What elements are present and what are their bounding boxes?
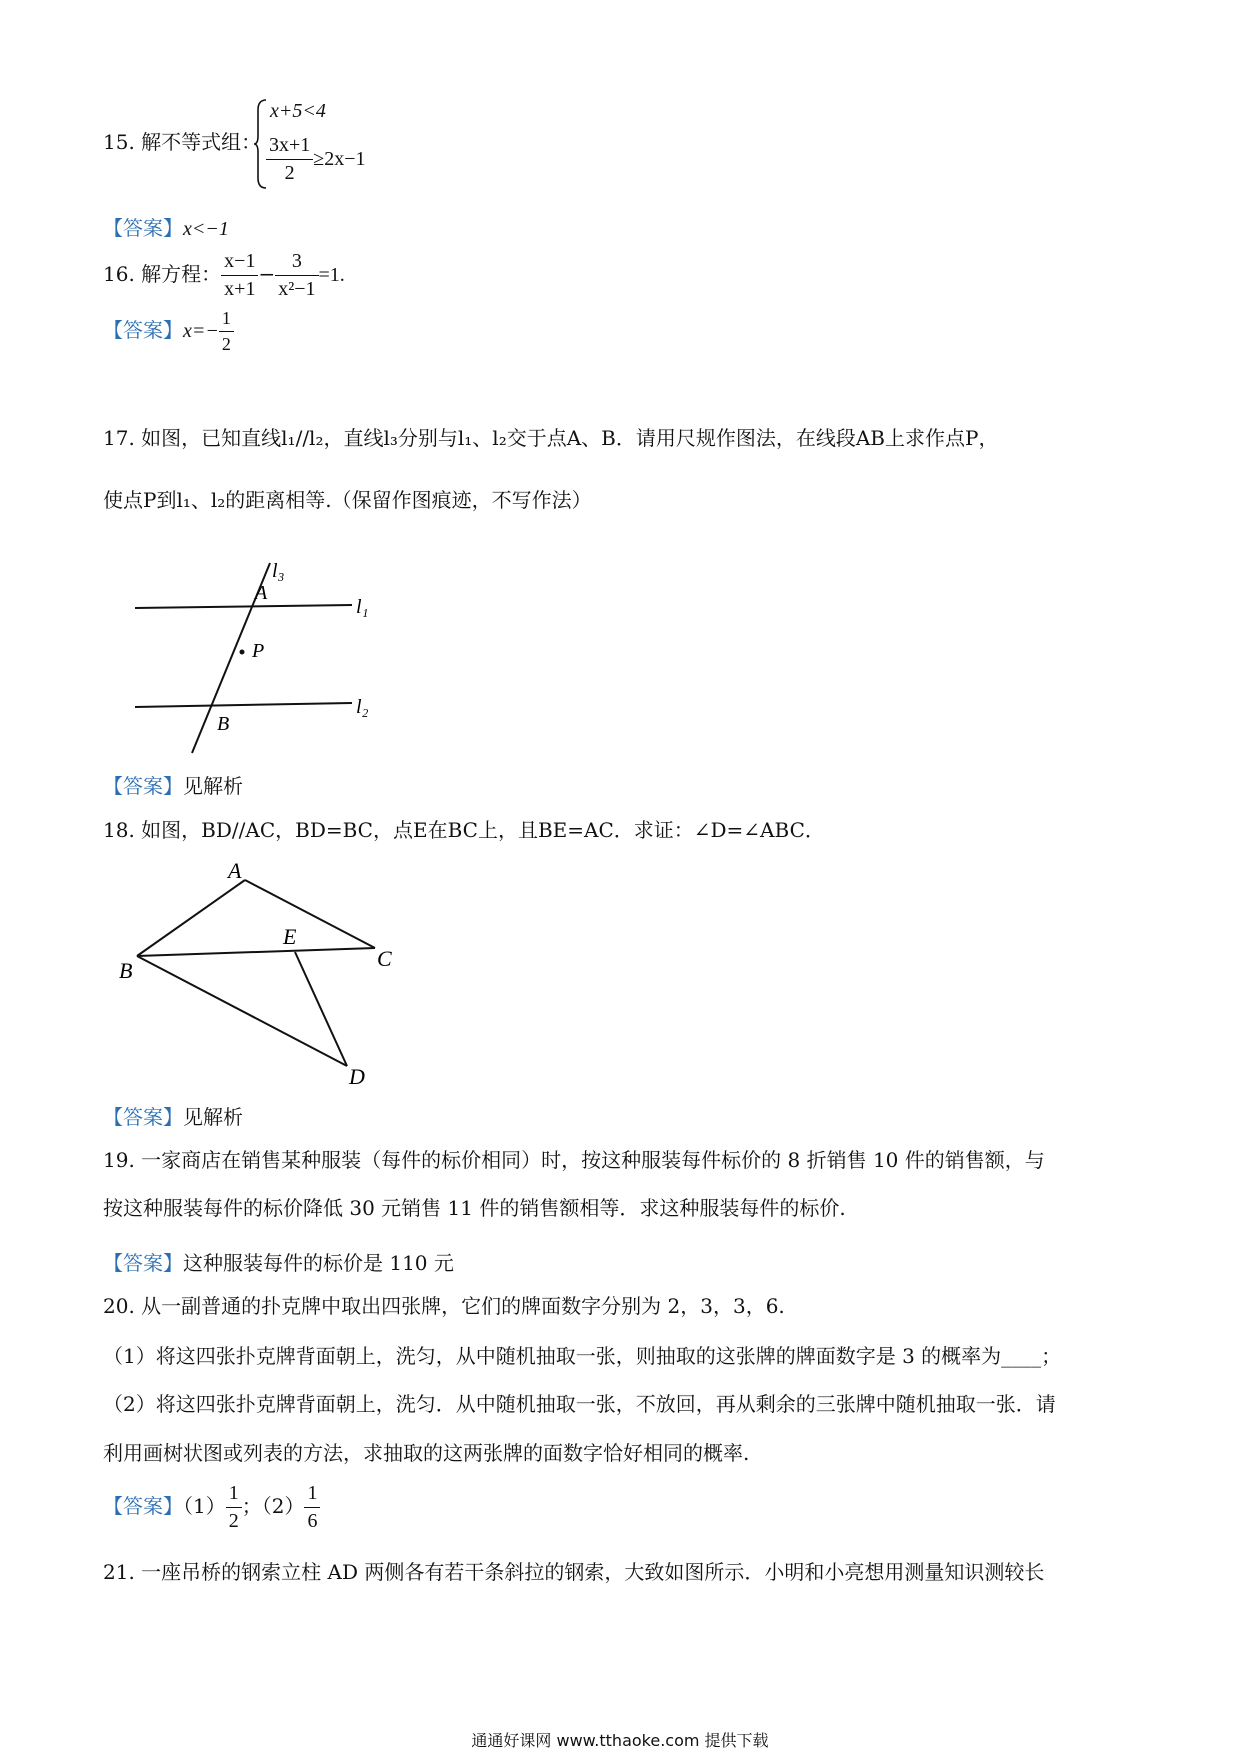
q16-frac2-num: 3 — [275, 250, 318, 276]
q15-ineq1: x+5<4 — [270, 100, 326, 122]
q20-line1: 20. 从一副普通的扑克牌中取出四张牌，它们的牌面数字分别为 2，3，3，6. — [103, 1294, 785, 1318]
q18-figure — [115, 860, 415, 1090]
label-l1: l₁ — [356, 596, 369, 618]
q17-answer: 见解析 — [183, 774, 243, 798]
q16-equation — [103, 250, 345, 301]
answer-tag: 【答案】 — [103, 1494, 183, 1518]
q20-answer-line — [103, 1482, 320, 1533]
q17-line2: 使点P到l₁、l₂的距离相等.（保留作图痕迹，不写作法） — [103, 488, 592, 512]
q16-frac1-num: x−1 — [221, 250, 258, 276]
q16-answer-num: 1 — [219, 308, 234, 332]
answer-tag: 【答案】 — [103, 216, 183, 240]
q19-answer: 这种服装每件的标价是 110 元 — [183, 1251, 454, 1275]
segment-bc — [137, 948, 375, 956]
line-l2 — [135, 703, 352, 707]
q20-sep: ；（2） — [241, 1494, 305, 1518]
label-b: B — [119, 958, 133, 983]
q16-frac1-den: x+1 — [224, 278, 256, 300]
label-a: A — [255, 582, 268, 604]
q18-answer-line — [103, 1101, 243, 1130]
q15-ineq2 — [266, 134, 366, 185]
q15-number-label: 15. 解不等式组： — [103, 130, 262, 154]
q18-answer: 见解析 — [183, 1105, 243, 1129]
answer-tag: 【答案】 — [103, 318, 183, 342]
label-d: D — [349, 1064, 365, 1089]
label-e: E — [283, 924, 297, 949]
segment-bd — [137, 956, 347, 1066]
q16-number-label: 16. 解方程： — [103, 262, 222, 286]
label-l3: l₃ — [272, 560, 285, 582]
q20-part1-den: 2 — [228, 1510, 239, 1532]
label-p: P — [252, 640, 265, 662]
q16-frac2-den: x²−1 — [278, 278, 316, 300]
q19-line2: 按这种服装每件的标价降低 30 元销售 11 件的销售额相等．求这种服装每件的标价. — [103, 1196, 846, 1220]
q20-part1-num: 1 — [226, 1482, 242, 1508]
q16-minus: − — [258, 262, 276, 286]
q15-ineq2-den: 2 — [284, 162, 295, 184]
label-l2: l₂ — [356, 696, 369, 718]
answer-tag: 【答案】 — [103, 1105, 183, 1129]
q15-answer: x<−1 — [183, 218, 229, 240]
q19-line1: 19. 一家商店在销售某种服装（每件的标价相同）时，按这种服装每件标价的 8 折销售 10 件的销售额，与 — [103, 1148, 1045, 1172]
q16-answer-lhs: x=− — [183, 320, 219, 342]
q15-ineq2-num: 3x+1 — [266, 134, 313, 160]
segment-ac — [245, 880, 375, 948]
q17-line1: 17. 如图，已知直线l₁//l₂，直线l₃分别与l₁、l₂交于点A、B．请用尺规作图法，在线段AB上求作点P， — [103, 426, 999, 450]
q20-line3: （2）将这四张扑克牌背面朝上，洗匀．从中随机抽取一张，不放回，再从剩余的三张牌中随机抽取一张．请 — [103, 1392, 1056, 1416]
answer-tag: 【答案】 — [103, 1251, 183, 1275]
label-c: C — [377, 946, 392, 971]
label-a: A — [228, 860, 242, 883]
q15-ineq2-rest: ≥2x−1 — [313, 148, 366, 170]
q20-part2-num: 1 — [304, 1482, 320, 1508]
q16-rhs: =1. — [318, 264, 345, 286]
q20-line4: 利用画树状图或列表的方法，求抽取的这两张牌的面数字恰好相同的概率. — [103, 1441, 750, 1465]
segment-ed — [295, 952, 347, 1066]
q18-line1: 18. 如图，BD//AC，BD=BC，点E在BC上，且BE=AC．求证：∠D=∠ABC． — [103, 818, 825, 842]
line-l1 — [135, 605, 352, 608]
point-p — [240, 650, 245, 655]
q15-answer-line — [103, 212, 229, 241]
label-b: B — [217, 713, 230, 735]
segment-ab — [137, 880, 245, 956]
q20-part2-den: 6 — [307, 1510, 318, 1532]
q17-answer-line — [103, 770, 243, 799]
answer-tag: 【答案】 — [103, 774, 183, 798]
q16-answer-den: 2 — [221, 334, 231, 354]
q20-part1-label: （1） — [183, 1494, 226, 1518]
page-footer: 通通好课网 www.tthaoke.com 提供下载 — [471, 1731, 769, 1750]
q19-answer-line — [103, 1247, 454, 1276]
q16-answer-line — [103, 308, 234, 355]
q17-figure — [120, 555, 400, 755]
q20-line2: （1）将这四张扑克牌背面朝上，洗匀，从中随机抽取一张，则抽取的这张牌的牌面数字是 3 的概率为____； — [103, 1344, 1062, 1368]
q21-line1: 21. 一座吊桥的钢索立柱 AD 两侧各有若干条斜拉的钢索，大致如图所示．小明和小亮想用测量知识测较长 — [103, 1560, 1045, 1584]
